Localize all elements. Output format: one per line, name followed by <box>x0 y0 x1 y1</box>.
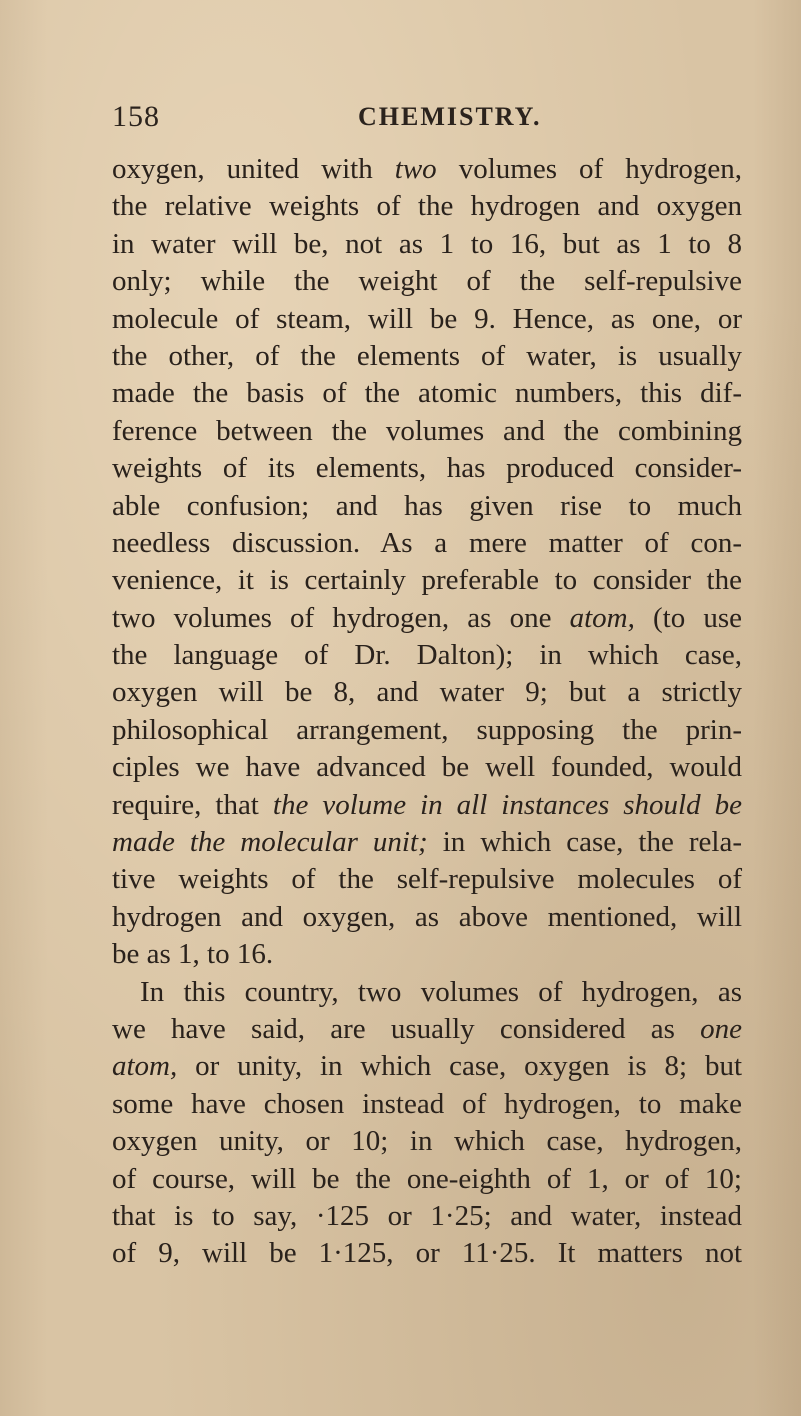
text-segment: the language of Dr. Dalton); in which case, <box>112 639 742 672</box>
text-line <box>112 1235 742 1272</box>
text-line <box>112 899 742 936</box>
text-segment: able confusion; and has given rise to much <box>112 489 742 522</box>
text-line <box>112 562 742 599</box>
text-segment: in water will be, not as 1 to 16, but as 1 to 8 <box>112 227 742 260</box>
text-line <box>112 749 742 786</box>
text-line <box>112 974 742 1011</box>
italic-text: two <box>394 153 437 185</box>
text-segment: require, that <box>112 788 273 821</box>
running-head: CHEMISTRY. <box>358 102 542 131</box>
text-line <box>112 1198 742 1235</box>
text-segment: we have said, are usually considered as <box>112 1012 701 1045</box>
text-segment: needless discussion. As a mere matter of con- <box>112 526 742 559</box>
page-number: 158 <box>112 100 160 133</box>
text-line <box>112 151 742 188</box>
text-line <box>112 1123 742 1160</box>
text-line <box>112 787 742 824</box>
text-line <box>112 1161 742 1198</box>
text-segment: oxygen unity, or 10; in which case, hydrogen, <box>112 1125 742 1158</box>
text-line <box>112 226 742 263</box>
text-segment: oxygen will be 8, and water 9; but a strictly <box>112 676 742 709</box>
text-line <box>112 936 742 973</box>
text-segment: made the basis of the atomic numbers, this dif- <box>112 377 742 410</box>
text-line <box>112 712 742 749</box>
text-line <box>112 301 742 338</box>
text-line <box>112 525 742 562</box>
text-segment: that is to say, ·125 or 1·25; and water, instead <box>112 1199 742 1232</box>
text-line <box>112 263 742 300</box>
text-segment: weights of its elements, has produced consider- <box>112 452 742 485</box>
italic-text: the volume in all instances should be <box>272 788 742 821</box>
page-header <box>112 100 742 140</box>
text-segment: ference between the volumes and the combining <box>112 414 742 447</box>
text-segment: In this country, two volumes of hydrogen, as <box>140 975 742 1008</box>
text-line <box>112 338 742 375</box>
text-segment: in which case, the rela- <box>427 826 742 859</box>
italic-text: made the molecular unit; <box>112 826 428 859</box>
text-segment: the relative weights of the hydrogen and oxygen <box>112 190 742 223</box>
text-line <box>112 824 742 861</box>
text-segment: two volumes of hydrogen, as one <box>112 601 570 634</box>
text-segment: be as 1, to 16. <box>112 938 274 971</box>
body-text <box>112 151 742 1273</box>
text-line <box>112 488 742 525</box>
text-segment: tive weights of the self-repulsive molecules of <box>112 863 742 896</box>
text-line <box>112 1048 742 1085</box>
text-segment: philosophical arrangement, supposing the prin- <box>112 713 742 746</box>
text-segment: ciples we have advanced be well founded, would <box>112 751 742 784</box>
text-segment: or unity, in which case, oxygen is 8; but <box>177 1050 742 1083</box>
text-segment: oxygen, united with <box>112 153 395 185</box>
text-segment: volumes of hydrogen, <box>436 153 742 185</box>
text-segment: venience, it is certainly preferable to consider the <box>112 564 742 597</box>
text-line <box>112 861 742 898</box>
text-line <box>112 1011 742 1048</box>
text-line <box>112 1086 742 1123</box>
text-line <box>112 600 742 637</box>
italic-text: atom, <box>112 1050 178 1083</box>
text-segment: only; while the weight of the self-repulsive <box>112 265 742 298</box>
text-line <box>112 674 742 711</box>
text-line <box>112 188 742 225</box>
text-line <box>112 450 742 487</box>
text-segment: of course, will be the one-eighth of 1, or of 10; <box>112 1162 742 1195</box>
italic-text: atom, <box>569 601 635 634</box>
text-line <box>112 413 742 450</box>
text-line <box>112 637 742 674</box>
text-segment: (to use <box>634 601 742 634</box>
italic-text: one <box>700 1012 742 1045</box>
text-segment: some have chosen instead of hydrogen, to make <box>112 1087 742 1120</box>
text-segment: hydrogen and oxygen, as above mentioned, will <box>112 900 742 933</box>
text-segment: the other, of the elements of water, is usually <box>112 339 742 372</box>
text-segment: of 9, will be 1·125, or 11·25. It matters not <box>112 1237 742 1270</box>
text-line <box>112 375 742 412</box>
text-segment: molecule of steam, will be 9. Hence, as one, or <box>112 302 742 335</box>
